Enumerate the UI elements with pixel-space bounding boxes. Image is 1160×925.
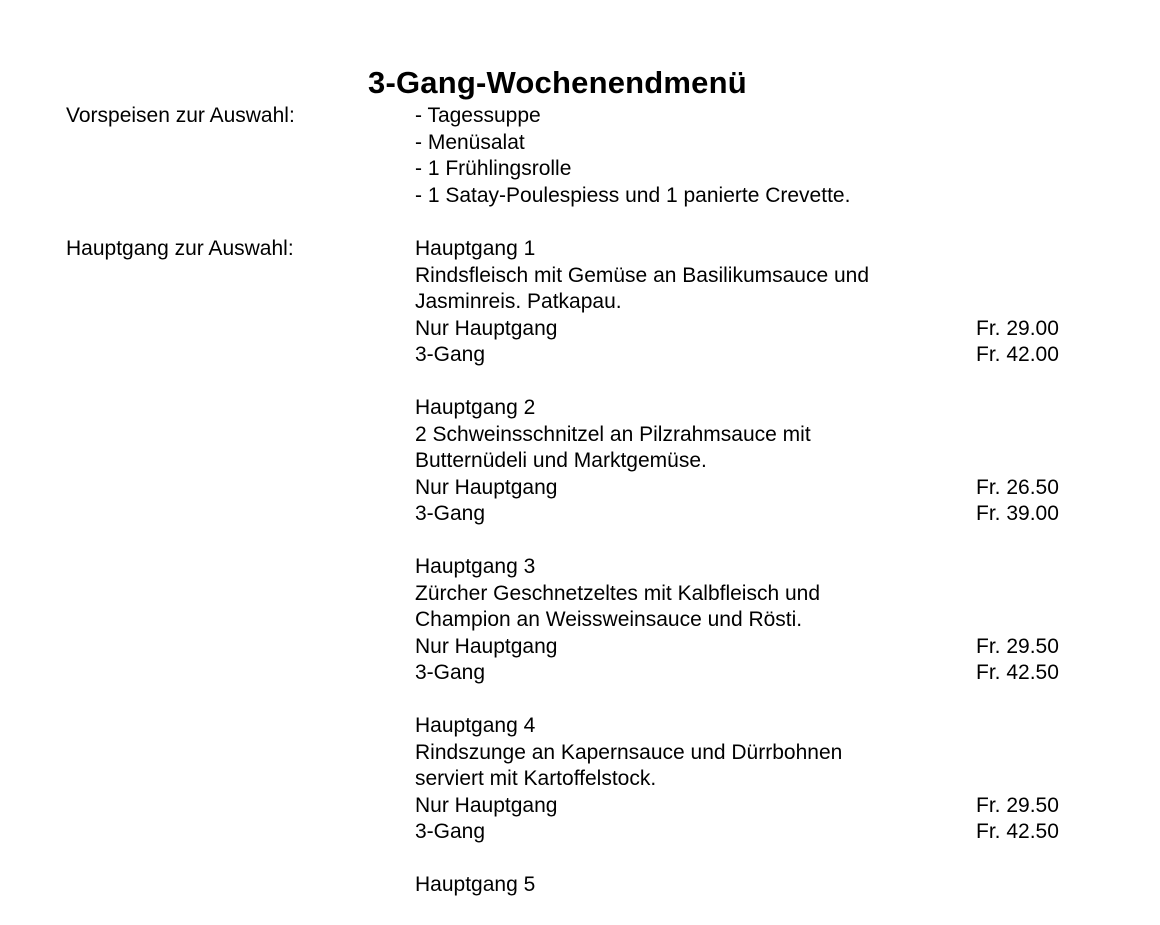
page-title: 3-Gang-Wochenendmenü [368, 65, 747, 100]
dish-name: Hauptgang 3 [415, 555, 536, 578]
price-label: 3-Gang [415, 502, 486, 525]
dish-5 [415, 872, 1068, 899]
dish-description: Rindszunge an Kapernsauce und Dürrbohnen [415, 740, 843, 764]
starter-item: - Menüsalat [415, 130, 525, 154]
price-row-three-course [415, 342, 1068, 369]
dish-name: Hauptgang 5 [415, 873, 536, 896]
price-label: Nur Hauptgang [415, 316, 558, 340]
starters-label: Vorspeisen zur Auswahl: [66, 104, 295, 127]
dish-description: Champion an Weissweinsauce und Rösti. [415, 608, 803, 631]
price-label: 3-Gang [415, 820, 486, 843]
dish-description: serviert mit Kartoffelstock. [415, 767, 657, 790]
price-value: Fr. 26.50 [976, 475, 1059, 499]
mains-label: Hauptgang zur Auswahl: [66, 237, 294, 260]
price-row-three-course [415, 660, 1068, 687]
price-label: 3-Gang [415, 343, 486, 366]
dish-2 [415, 395, 1068, 528]
starter-item: - 1 Frühlingsrolle [415, 157, 572, 180]
mains-list [415, 236, 1068, 925]
price-value: Fr. 29.50 [976, 634, 1059, 658]
price-label: Nur Hauptgang [415, 475, 558, 499]
dish-description: Rindsfleisch mit Gemüse an Basilikumsauce und [415, 263, 870, 287]
starter-item: - 1 Satay-Poulespiess und 1 panierte Crevette. [415, 183, 851, 207]
price-value: Fr. 29.50 [976, 793, 1059, 817]
price-row-main-only [415, 316, 1068, 343]
price-value: Fr. 39.00 [976, 502, 1059, 525]
price-label: 3-Gang [415, 661, 486, 684]
dish-description: Zürcher Geschnetzeltes mit Kalbfleisch und [415, 581, 821, 605]
price-row-three-course [415, 501, 1068, 528]
price-value: Fr. 42.50 [976, 661, 1059, 684]
dish-name: Hauptgang 2 [415, 396, 536, 419]
price-row-three-course [415, 819, 1068, 846]
starters-list [415, 103, 850, 209]
price-row-main-only [415, 634, 1068, 661]
starter-item: - Tagessuppe [415, 104, 541, 127]
price-row-main-only [415, 793, 1068, 820]
dish-4 [415, 713, 1068, 846]
dish-description: 2 Schweinsschnitzel an Pilzrahmsauce mit [415, 422, 811, 446]
dish-name: Hauptgang 4 [415, 714, 536, 737]
dish-description: Jasminreis. Patkapau. [415, 290, 622, 313]
dish-description: Butternüdeli und Marktgemüse. [415, 449, 707, 472]
price-value: Fr. 42.50 [976, 820, 1059, 843]
dish-1 [415, 236, 1068, 369]
price-value: Fr. 42.00 [976, 343, 1059, 366]
dish-name: Hauptgang 1 [415, 237, 536, 260]
price-label: Nur Hauptgang [415, 634, 558, 658]
price-value: Fr. 29.00 [976, 316, 1059, 340]
dish-3 [415, 554, 1068, 687]
price-row-main-only [415, 475, 1068, 502]
price-label: Nur Hauptgang [415, 793, 558, 817]
